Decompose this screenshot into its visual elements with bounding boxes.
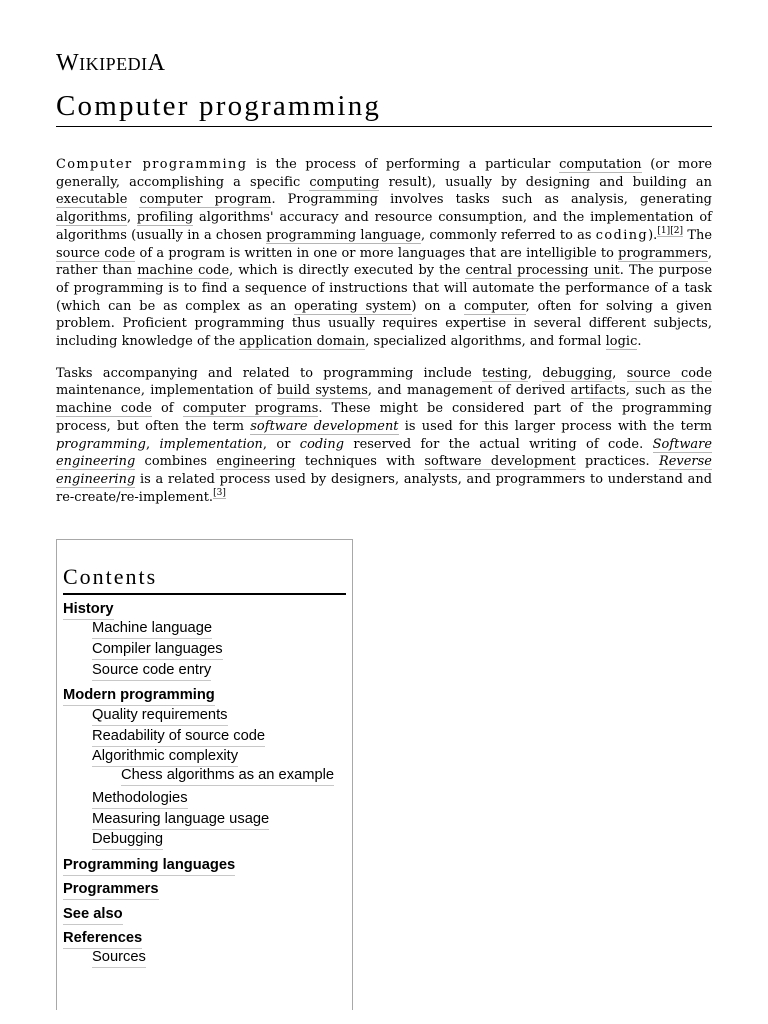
text: is a related process used by designers, analysts, and programmers to understand and re-create/re-implement. <box>56 471 712 505</box>
text: Computer programming <box>56 157 248 172</box>
emphasis-programming: programming <box>56 436 146 452</box>
toc-item-programmers[interactable]: Programmers <box>63 881 159 900</box>
link-executable[interactable]: executable <box>56 192 128 208</box>
wordmark-middle: IKIPEDI <box>79 54 148 74</box>
text: ) on a <box>411 298 464 314</box>
toc-item-see-also[interactable]: See also <box>63 906 123 925</box>
text <box>127 192 139 207</box>
link-application-domain[interactable]: application domain <box>239 334 366 350</box>
text: , such as the <box>625 383 712 399</box>
text: , <box>527 365 543 381</box>
link-programming-language[interactable]: programming language <box>266 227 422 243</box>
text: , commonly referred to as <box>421 227 596 243</box>
text: of a program is written in one or more languages that are intelligible to <box>135 245 619 261</box>
link-computer-programs[interactable]: computer programs <box>182 401 319 417</box>
emphasis-coding: coding <box>299 436 345 452</box>
toc-item-debugging[interactable]: Debugging <box>92 831 163 850</box>
link-testing[interactable]: testing <box>482 365 528 381</box>
text: ). <box>648 227 658 243</box>
page-title: Computer programming <box>56 87 712 127</box>
text: reserved for the actual writing of code. <box>344 436 653 452</box>
table-of-contents <box>56 539 353 1010</box>
toc-title: Contents <box>63 564 346 595</box>
toc-item-measuring-language-usage[interactable]: Measuring language usage <box>92 811 269 830</box>
citation-1[interactable] <box>657 226 670 237</box>
text: is the process of performing a particular <box>247 157 560 172</box>
link-machine-code[interactable]: machine code <box>56 401 152 417</box>
link-software-development-italic[interactable] <box>250 419 398 435</box>
citation-2[interactable] <box>670 226 683 237</box>
link-operating-system[interactable]: operating system <box>294 298 412 314</box>
text: , rather than <box>56 245 712 279</box>
wikipedia-wordmark <box>56 50 166 77</box>
link-artifacts[interactable]: artifacts <box>570 383 626 399</box>
text: . The purpose of programming is to find a sequence of instructions that will automate the performance of a task (which can be as complex as an <box>56 263 713 314</box>
toc-item-quality-requirements[interactable]: Quality requirements <box>92 707 228 726</box>
toc-item-source-code-entry[interactable]: Source code entry <box>92 662 211 681</box>
emphasis[interactable]: software development <box>250 418 399 434</box>
text: maintenance, implementation of <box>56 383 277 399</box>
text: coding <box>595 227 649 243</box>
link-engineering[interactable]: engineering <box>216 454 296 470</box>
text: , which is directly executed by the <box>229 263 466 279</box>
link-algorithms[interactable]: algorithms <box>56 210 127 226</box>
text: The <box>683 227 713 243</box>
toc-item-compiler-languages[interactable]: Compiler languages <box>92 641 223 660</box>
text: , <box>126 210 137 226</box>
text: . Programming involves tasks such as analysis, generating <box>271 192 712 208</box>
text: of <box>151 401 183 417</box>
link-software-development[interactable]: software development <box>424 454 576 470</box>
tasks-paragraph <box>56 365 712 507</box>
toc-item-references[interactable]: References <box>63 930 142 949</box>
link-build-systems[interactable]: build systems <box>276 383 368 399</box>
citation-3[interactable] <box>213 488 226 499</box>
link-profiling[interactable]: profiling <box>136 210 194 226</box>
link-source-code[interactable]: source code <box>626 365 713 381</box>
text: , or <box>262 436 300 452</box>
toc-item-machine-language[interactable]: Machine language <box>92 620 212 639</box>
emphasis[interactable]: Reverse engineering <box>56 454 712 487</box>
text: . These might be considered part of the programming process, but often the term <box>56 401 712 434</box>
intro-paragraph <box>56 156 712 351</box>
text: practices. <box>575 454 659 470</box>
text: , <box>612 365 627 381</box>
toc-item-modern-programming[interactable]: Modern programming <box>63 687 215 706</box>
text: techniques with <box>295 454 425 470</box>
toc-item-sources[interactable]: Sources <box>92 949 146 968</box>
ref-2[interactable]: [2] <box>670 225 684 236</box>
text: , <box>145 436 160 452</box>
toc-item-methodologies[interactable]: Methodologies <box>92 790 188 809</box>
toc-item-readability[interactable]: Readability of source code <box>92 728 265 747</box>
text: (or more generally, accomplishing a specific <box>56 157 713 190</box>
toc-item-algorithmic-complexity[interactable]: Algorithmic complexity <box>92 748 238 767</box>
wordmark-final: A <box>147 50 166 76</box>
emphasis-implementation: implementation <box>159 436 263 452</box>
link-logic[interactable]: logic <box>605 334 638 350</box>
link-source-code[interactable]: source code <box>56 245 136 261</box>
toc-item-history[interactable]: History <box>63 601 114 620</box>
wordmark-initial: W <box>56 50 80 76</box>
ref-1[interactable]: [1] <box>657 225 671 236</box>
link-computation[interactable]: computation <box>559 157 642 172</box>
ref-3[interactable]: [3] <box>213 487 226 498</box>
toc-item-programming-languages[interactable]: Programming languages <box>63 857 235 876</box>
link-programmers[interactable]: programmers <box>618 245 708 261</box>
link-debugging[interactable]: debugging <box>542 365 613 381</box>
article-body <box>56 156 712 520</box>
text: . <box>637 334 642 350</box>
text: algorithms' accuracy and resource consumption, and the implementation of algorithms (usually in a chosen <box>56 210 712 243</box>
link-central-processing-unit[interactable]: central processing unit <box>465 263 620 279</box>
link-computer-program[interactable]: computer program <box>139 192 272 208</box>
text: result), usually by designing and building an <box>379 174 712 190</box>
text: , often for solving a given problem. Proficient programming thus usually requires expertise in several different subjects, including knowledge of the <box>56 298 712 350</box>
text: , specialized algorithms, and formal <box>365 334 606 350</box>
link-computing[interactable]: computing <box>309 174 380 190</box>
toc-item-chess-algorithms[interactable]: Chess algorithms as an example <box>121 767 334 786</box>
link-computer[interactable]: computer <box>463 298 526 314</box>
emphasis[interactable]: Software engineering <box>56 436 713 470</box>
text: combines <box>135 454 217 470</box>
text: , and management of derived <box>367 383 571 399</box>
text: Tasks accompanying and related to programming include <box>56 365 483 381</box>
link-machine-code[interactable]: machine code <box>137 263 230 279</box>
text: is used for this larger process with the term <box>398 418 712 434</box>
